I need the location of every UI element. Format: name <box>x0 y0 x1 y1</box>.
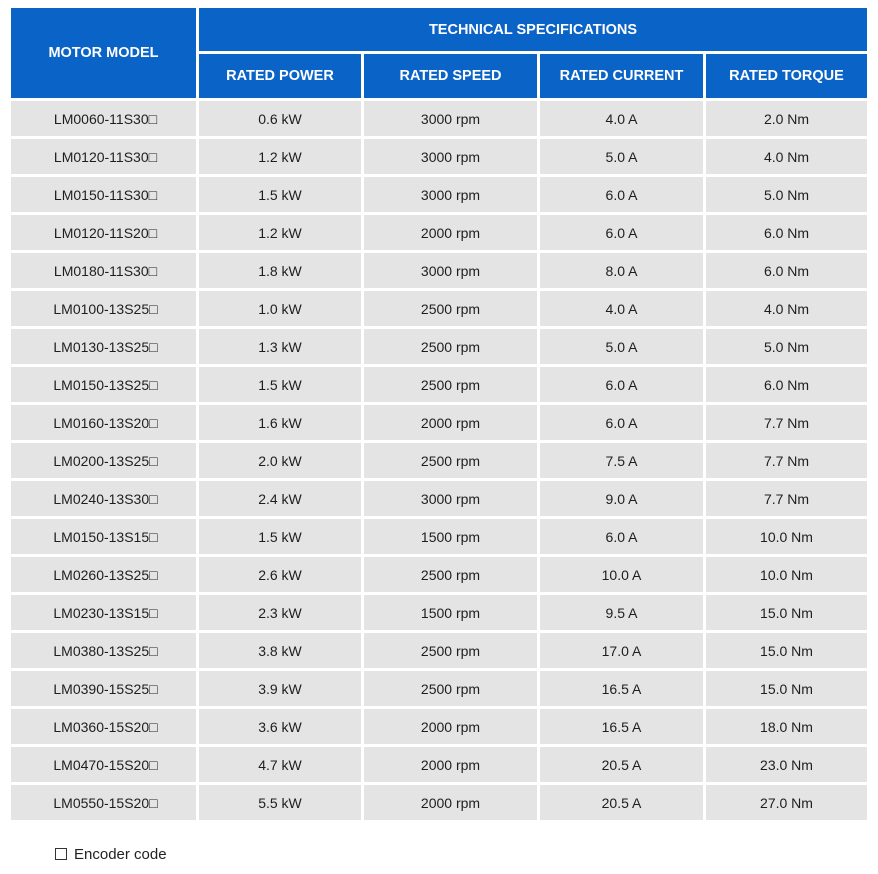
rated-current-cell: 6.0 A <box>540 177 706 215</box>
rated-current-header: RATED CURRENT <box>540 54 706 101</box>
rated-torque-cell: 6.0 Nm <box>706 253 867 291</box>
rated-torque-cell: 2.0 Nm <box>706 101 867 139</box>
empty-square-icon <box>55 848 67 860</box>
motor-model-cell: LM0180-11S30□ <box>11 253 199 291</box>
rated-speed-cell: 2500 rpm <box>364 329 540 367</box>
motor-model-cell: LM0150-13S15□ <box>11 519 199 557</box>
rated-power-cell: 1.3 kW <box>199 329 364 367</box>
motor-model-cell: LM0470-15S20□ <box>11 747 199 785</box>
rated-power-header: RATED POWER <box>199 54 364 101</box>
encoder-code-legend <box>55 846 167 863</box>
rated-power-cell: 3.8 kW <box>199 633 364 671</box>
rated-speed-cell: 2500 rpm <box>364 671 540 709</box>
rated-current-cell: 16.5 A <box>540 671 706 709</box>
table-row <box>11 633 867 671</box>
table-row <box>11 177 867 215</box>
motor-model-cell: LM0150-13S25□ <box>11 367 199 405</box>
rated-current-cell: 5.0 A <box>540 139 706 177</box>
rated-power-cell: 2.0 kW <box>199 443 364 481</box>
rated-speed-cell: 2500 rpm <box>364 633 540 671</box>
rated-speed-cell: 3000 rpm <box>364 481 540 519</box>
rated-current-cell: 9.5 A <box>540 595 706 633</box>
rated-torque-cell: 5.0 Nm <box>706 177 867 215</box>
table-row <box>11 405 867 443</box>
rated-power-cell: 1.6 kW <box>199 405 364 443</box>
rated-speed-cell: 1500 rpm <box>364 595 540 633</box>
rated-current-cell: 20.5 A <box>540 785 706 823</box>
table-row <box>11 519 867 557</box>
table-row <box>11 709 867 747</box>
rated-torque-cell: 15.0 Nm <box>706 671 867 709</box>
rated-torque-cell: 4.0 Nm <box>706 139 867 177</box>
table-row <box>11 101 867 139</box>
rated-power-cell: 4.7 kW <box>199 747 364 785</box>
table-row <box>11 139 867 177</box>
rated-current-cell: 5.0 A <box>540 329 706 367</box>
rated-torque-cell: 15.0 Nm <box>706 633 867 671</box>
table-row <box>11 671 867 709</box>
rated-torque-cell: 6.0 Nm <box>706 215 867 253</box>
rated-current-cell: 10.0 A <box>540 557 706 595</box>
rated-torque-cell: 10.0 Nm <box>706 557 867 595</box>
rated-torque-cell: 7.7 Nm <box>706 405 867 443</box>
rated-torque-cell: 15.0 Nm <box>706 595 867 633</box>
rated-speed-cell: 2000 rpm <box>364 785 540 823</box>
motor-model-cell: LM0060-11S30□ <box>11 101 199 139</box>
legend-label: Encoder code <box>74 846 167 863</box>
rated-current-cell: 7.5 A <box>540 443 706 481</box>
rated-power-cell: 1.5 kW <box>199 177 364 215</box>
technical-specifications-header: TECHNICAL SPECIFICATIONS <box>199 8 867 54</box>
rated-torque-cell: 23.0 Nm <box>706 747 867 785</box>
rated-torque-cell: 27.0 Nm <box>706 785 867 823</box>
rated-speed-cell: 2000 rpm <box>364 747 540 785</box>
rated-speed-cell: 2500 rpm <box>364 367 540 405</box>
rated-current-cell: 4.0 A <box>540 101 706 139</box>
rated-power-cell: 1.8 kW <box>199 253 364 291</box>
rated-torque-cell: 18.0 Nm <box>706 709 867 747</box>
table-row <box>11 291 867 329</box>
motor-model-cell: LM0160-13S20□ <box>11 405 199 443</box>
rated-speed-cell: 2000 rpm <box>364 405 540 443</box>
table-row <box>11 367 867 405</box>
motor-model-cell: LM0150-11S30□ <box>11 177 199 215</box>
motor-model-cell: LM0120-11S20□ <box>11 215 199 253</box>
motor-model-cell: LM0380-13S25□ <box>11 633 199 671</box>
rated-power-cell: 1.0 kW <box>199 291 364 329</box>
rated-torque-cell: 5.0 Nm <box>706 329 867 367</box>
motor-model-cell: LM0120-11S30□ <box>11 139 199 177</box>
rated-torque-cell: 10.0 Nm <box>706 519 867 557</box>
rated-power-cell: 1.5 kW <box>199 519 364 557</box>
motor-model-cell: LM0360-15S20□ <box>11 709 199 747</box>
table-body <box>11 101 867 823</box>
rated-speed-cell: 2500 rpm <box>364 443 540 481</box>
rated-current-cell: 9.0 A <box>540 481 706 519</box>
table-row <box>11 253 867 291</box>
rated-power-cell: 1.2 kW <box>199 139 364 177</box>
rated-speed-header: RATED SPEED <box>364 54 540 101</box>
motor-model-cell: LM0260-13S25□ <box>11 557 199 595</box>
rated-current-cell: 16.5 A <box>540 709 706 747</box>
rated-power-cell: 2.4 kW <box>199 481 364 519</box>
rated-current-cell: 6.0 A <box>540 519 706 557</box>
motor-model-cell: LM0100-13S25□ <box>11 291 199 329</box>
rated-torque-cell: 7.7 Nm <box>706 481 867 519</box>
rated-speed-cell: 1500 rpm <box>364 519 540 557</box>
rated-power-cell: 3.6 kW <box>199 709 364 747</box>
rated-speed-cell: 2500 rpm <box>364 291 540 329</box>
rated-current-cell: 17.0 A <box>540 633 706 671</box>
motor-model-header: MOTOR MODEL <box>11 8 199 101</box>
rated-speed-cell: 2000 rpm <box>364 709 540 747</box>
table-header <box>11 8 867 101</box>
rated-current-cell: 20.5 A <box>540 747 706 785</box>
motor-model-cell: LM0230-13S15□ <box>11 595 199 633</box>
rated-current-cell: 6.0 A <box>540 215 706 253</box>
table-row <box>11 215 867 253</box>
rated-speed-cell: 3000 rpm <box>364 101 540 139</box>
rated-speed-cell: 3000 rpm <box>364 139 540 177</box>
rated-torque-cell: 6.0 Nm <box>706 367 867 405</box>
table-row <box>11 785 867 823</box>
motor-model-cell: LM0240-13S30□ <box>11 481 199 519</box>
rated-torque-header: RATED TORQUE <box>706 54 867 101</box>
table-row <box>11 329 867 367</box>
rated-current-cell: 4.0 A <box>540 291 706 329</box>
rated-torque-cell: 4.0 Nm <box>706 291 867 329</box>
rated-power-cell: 0.6 kW <box>199 101 364 139</box>
rated-current-cell: 8.0 A <box>540 253 706 291</box>
rated-speed-cell: 3000 rpm <box>364 177 540 215</box>
rated-torque-cell: 7.7 Nm <box>706 443 867 481</box>
motor-model-cell: LM0130-13S25□ <box>11 329 199 367</box>
rated-current-cell: 6.0 A <box>540 367 706 405</box>
rated-power-cell: 1.2 kW <box>199 215 364 253</box>
table-row <box>11 595 867 633</box>
specifications-table <box>11 8 867 823</box>
table-row <box>11 481 867 519</box>
table-row <box>11 443 867 481</box>
rated-power-cell: 2.3 kW <box>199 595 364 633</box>
rated-speed-cell: 2000 rpm <box>364 215 540 253</box>
rated-power-cell: 5.5 kW <box>199 785 364 823</box>
rated-power-cell: 3.9 kW <box>199 671 364 709</box>
rated-power-cell: 1.5 kW <box>199 367 364 405</box>
rated-speed-cell: 3000 rpm <box>364 253 540 291</box>
rated-current-cell: 6.0 A <box>540 405 706 443</box>
rated-speed-cell: 2500 rpm <box>364 557 540 595</box>
table-row <box>11 747 867 785</box>
header-row-top <box>11 8 867 54</box>
motor-model-cell: LM0390-15S25□ <box>11 671 199 709</box>
motor-model-cell: LM0550-15S20□ <box>11 785 199 823</box>
motor-model-cell: LM0200-13S25□ <box>11 443 199 481</box>
rated-power-cell: 2.6 kW <box>199 557 364 595</box>
table-row <box>11 557 867 595</box>
